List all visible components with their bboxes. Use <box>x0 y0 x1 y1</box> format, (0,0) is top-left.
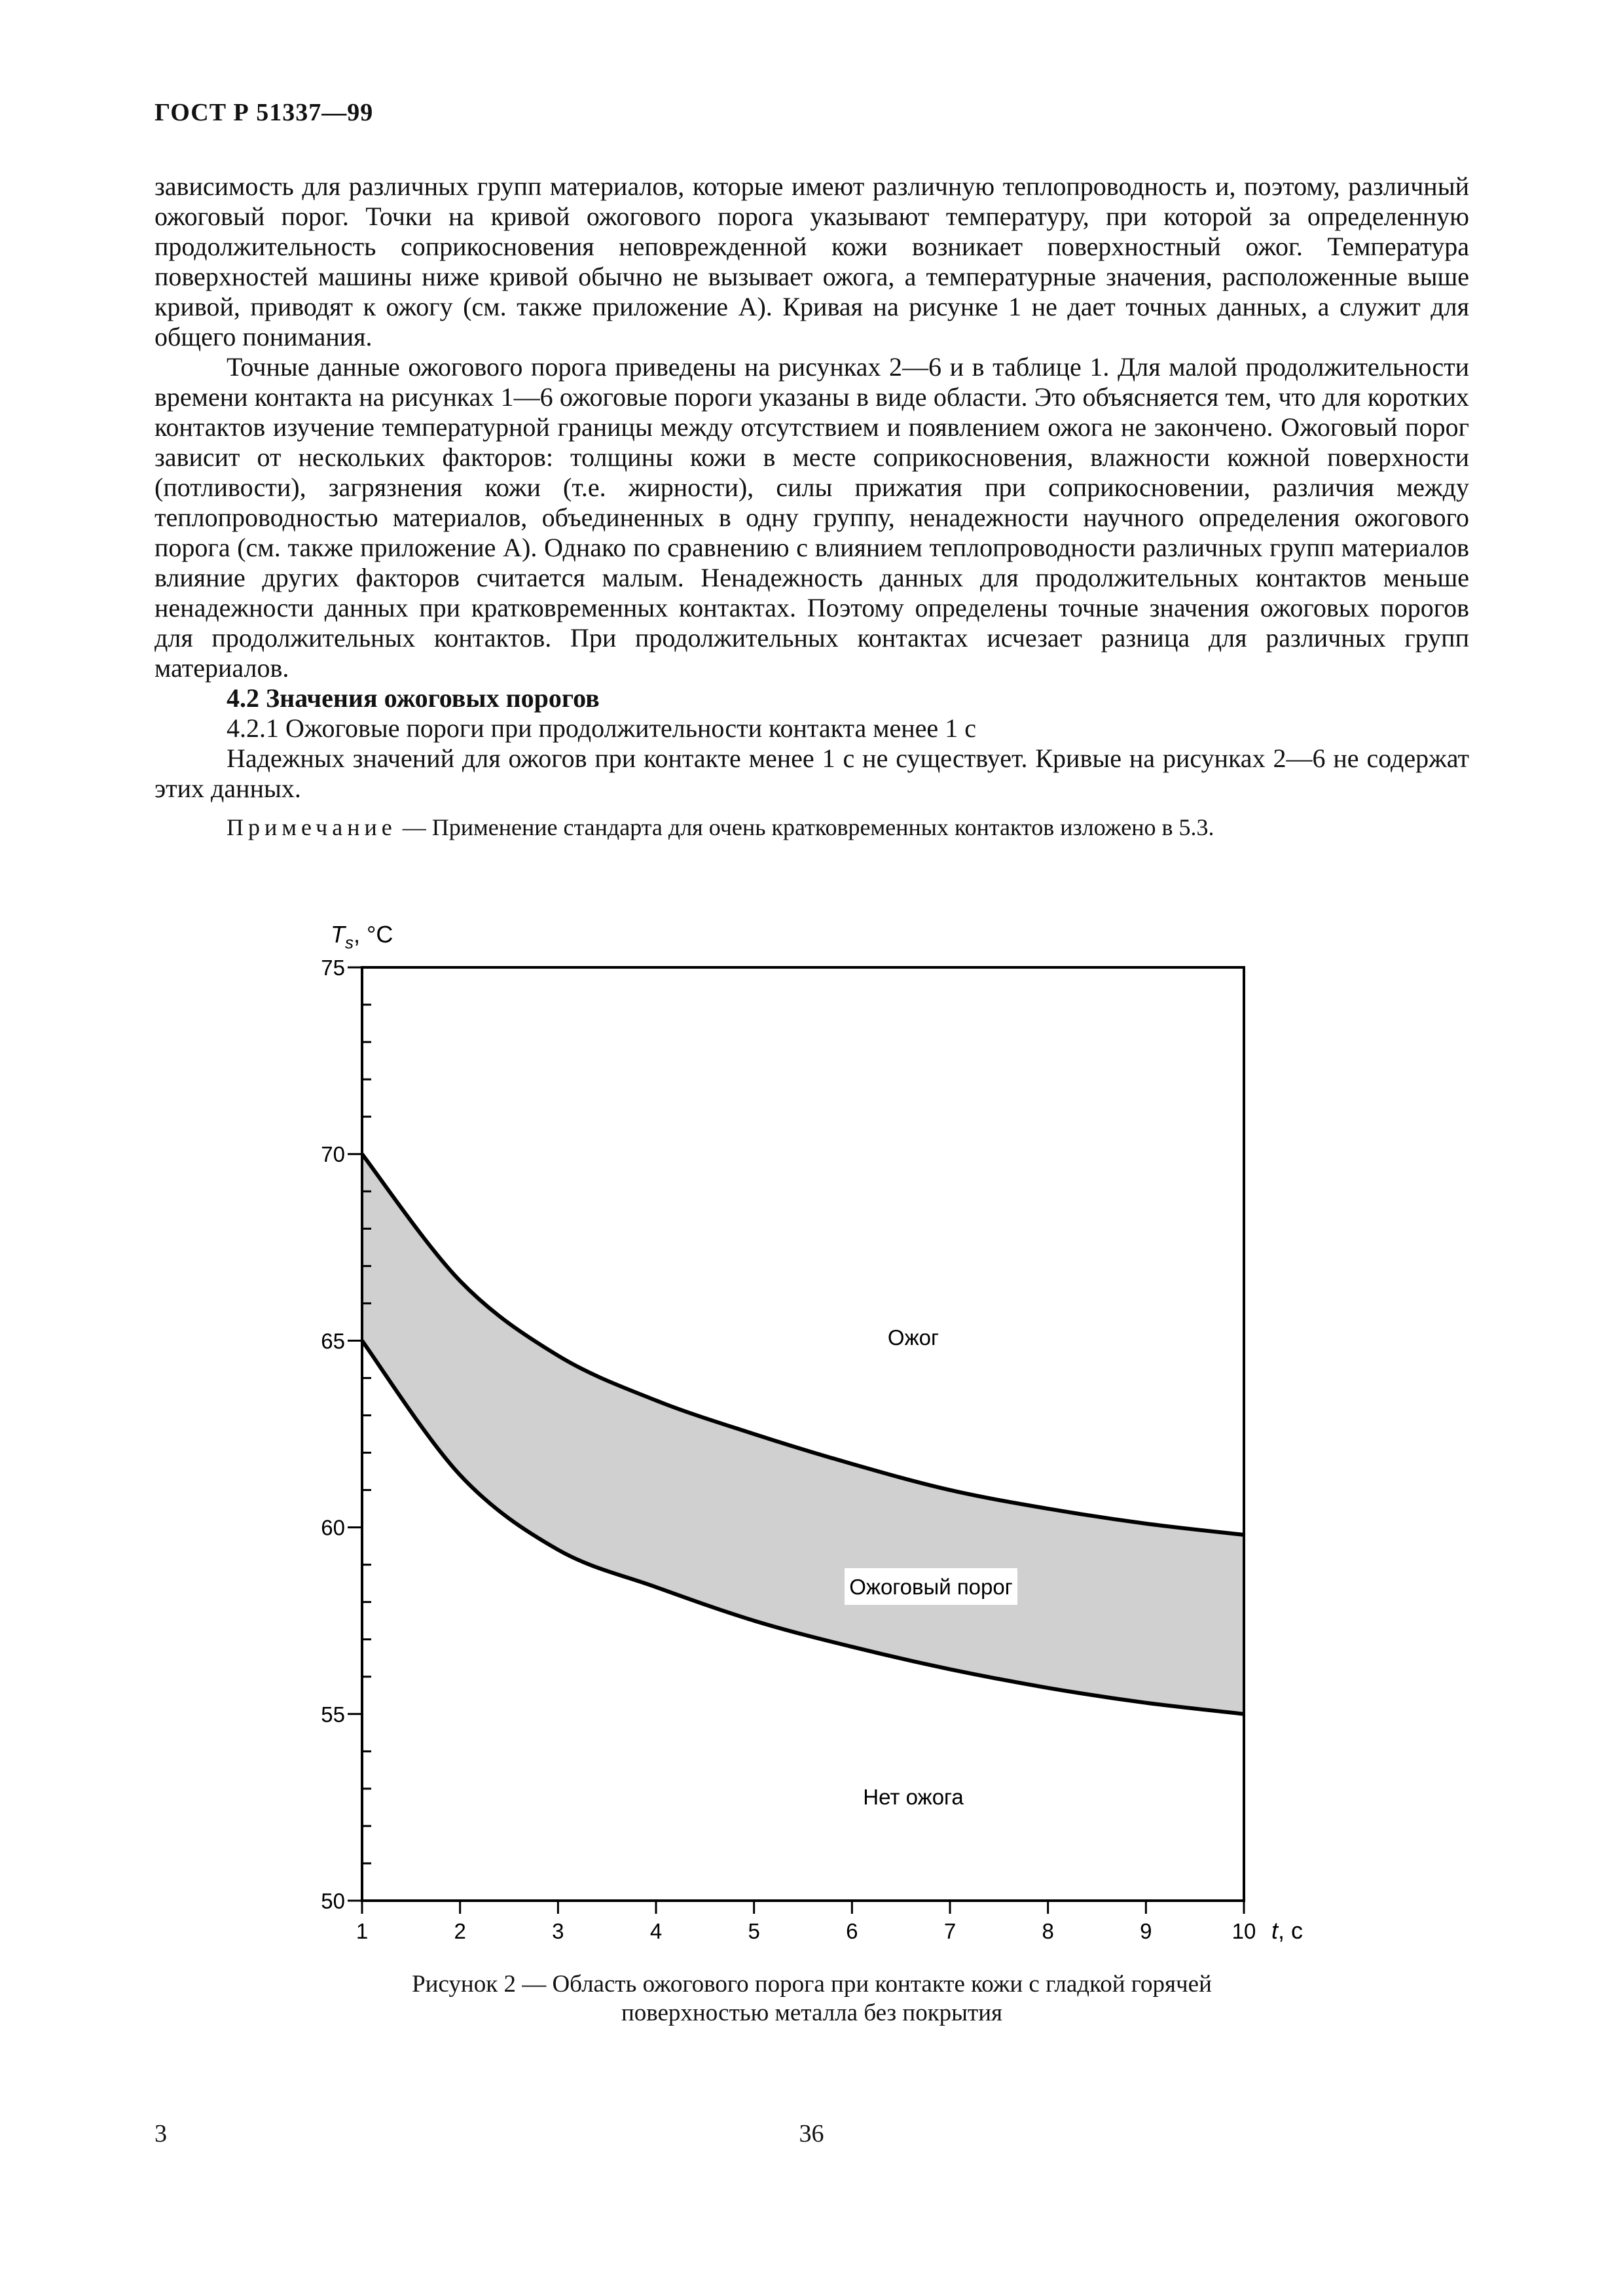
page-number: 36 <box>799 2120 824 2147</box>
y-tick-label: 65 <box>321 1329 345 1354</box>
y-axis-unit: , °C <box>354 921 393 948</box>
paragraph-1: зависимость для различных групп материалов, которые имеют различную теплопроводность и, поэтому, различный ожоговый порог. Точки на кривой ожогового порога указывают температуру, при которой за определенную продолжительность соприкосновения неповрежденной кожи возникает поверхностный ожог. Температура поверхностей машины ниже кривой обычно не вызывает ожога, а температурные значения, расположенные выше кривой, приводят к ожогу (см. также приложение А). Кривая на рисунке 1 не дает точных данных, а служит для общего понимания. <box>155 171 1469 351</box>
section-heading-4-2-1: 4.2.1 Ожоговые пороги при продолжительности контакта менее 1 с <box>227 713 976 743</box>
annotation-no-burn: Нет ожога <box>863 1785 964 1809</box>
y-tick-label: 70 <box>321 1142 345 1167</box>
threshold-band-area <box>362 1154 1244 1714</box>
x-axis-symbol: t <box>1271 1917 1279 1944</box>
y-axis-symbol: T <box>331 921 345 948</box>
x-tick-labels-group <box>356 1919 1256 1943</box>
page-number-left: 3 <box>155 2120 167 2147</box>
note-label: Примечание <box>227 814 397 840</box>
threshold-band-group <box>362 1154 1244 1714</box>
figure-caption <box>155 1970 1469 2028</box>
x-tick-label: 10 <box>1231 1919 1256 1943</box>
y-axis-subscript: s <box>345 933 354 952</box>
y-tick-label: 75 <box>321 956 345 980</box>
note-text: — Применение стандарта для очень кратковременных контактов изложено в 5.3. <box>396 814 1214 840</box>
x-tick-label: 9 <box>1140 1919 1152 1943</box>
y-axis-title <box>331 921 393 952</box>
y-tick-label: 60 <box>321 1515 345 1540</box>
annotation-threshold: Ожоговый порог <box>849 1575 1013 1599</box>
y-tick-label: 55 <box>321 1702 345 1727</box>
x-tick-label: 7 <box>943 1919 957 1943</box>
x-axis-title <box>1271 1917 1303 1944</box>
section-heading-4-2: 4.2 Значения ожоговых порогов <box>227 683 600 713</box>
x-tick-label: 1 <box>356 1919 369 1943</box>
figure-caption-line-2: поверхностью металла без покрытия <box>621 2000 1003 2026</box>
x-tick-label: 8 <box>1042 1919 1054 1943</box>
x-axis-unit: , c <box>1278 1917 1304 1944</box>
x-tick-label: 2 <box>454 1919 466 1943</box>
paragraph-2: Точные данные ожогового порога приведены на рисунках 2—6 и в таблице 1. Для малой продолжительности времени контакта на рисунках 1—6 ожоговые пороги указаны в виде области. Это объясняется тем, что для коротких контактов изучение температурной границы между отсутствием и появлением ожога не закончено. Ожоговый порог зависит от нескольких факторов: толщины кожи в месте соприкосновения, влажности кожной поверхности (потливости), загрязнения кожи (т.е. жирности), силы прижатия при соприкосновении, различия между теплопроводностью материалов, объединенных в одну группу, ненадежности научного определения ожогового порога (см. также приложение А). Однако по сравнению с влиянием теплопроводности различных групп материалов влияние других факторов считается малым. Ненадежность данных для продолжительных контактов меньше ненадежности данных при кратковременных контактах. Поэтому определены точные значения ожоговых порогов для продолжительных контактов. При продолжительных контактах исчезает разница для различных групп материалов. <box>155 352 1469 683</box>
x-tick-label: 4 <box>649 1919 663 1943</box>
y-tick-label: 50 <box>321 1889 345 1913</box>
x-tick-label: 3 <box>552 1919 564 1943</box>
paragraph-3: Надежных значений для ожогов при контакте менее 1 с не существует. Кривые на рисунках 2—6 не содержат этих данных. <box>155 744 1469 803</box>
document-header: ГОСТ Р 51337—99 <box>155 99 374 126</box>
figure-caption-line-1: Рисунок 2 — Область ожогового порога при контакте кожи с гладкой горячей <box>412 1971 1212 1998</box>
annotation-burn: Ожог <box>887 1325 939 1350</box>
x-tick-label: 5 <box>748 1919 760 1943</box>
x-tick-label: 6 <box>846 1919 858 1943</box>
y-tick-labels-group <box>321 956 345 1913</box>
